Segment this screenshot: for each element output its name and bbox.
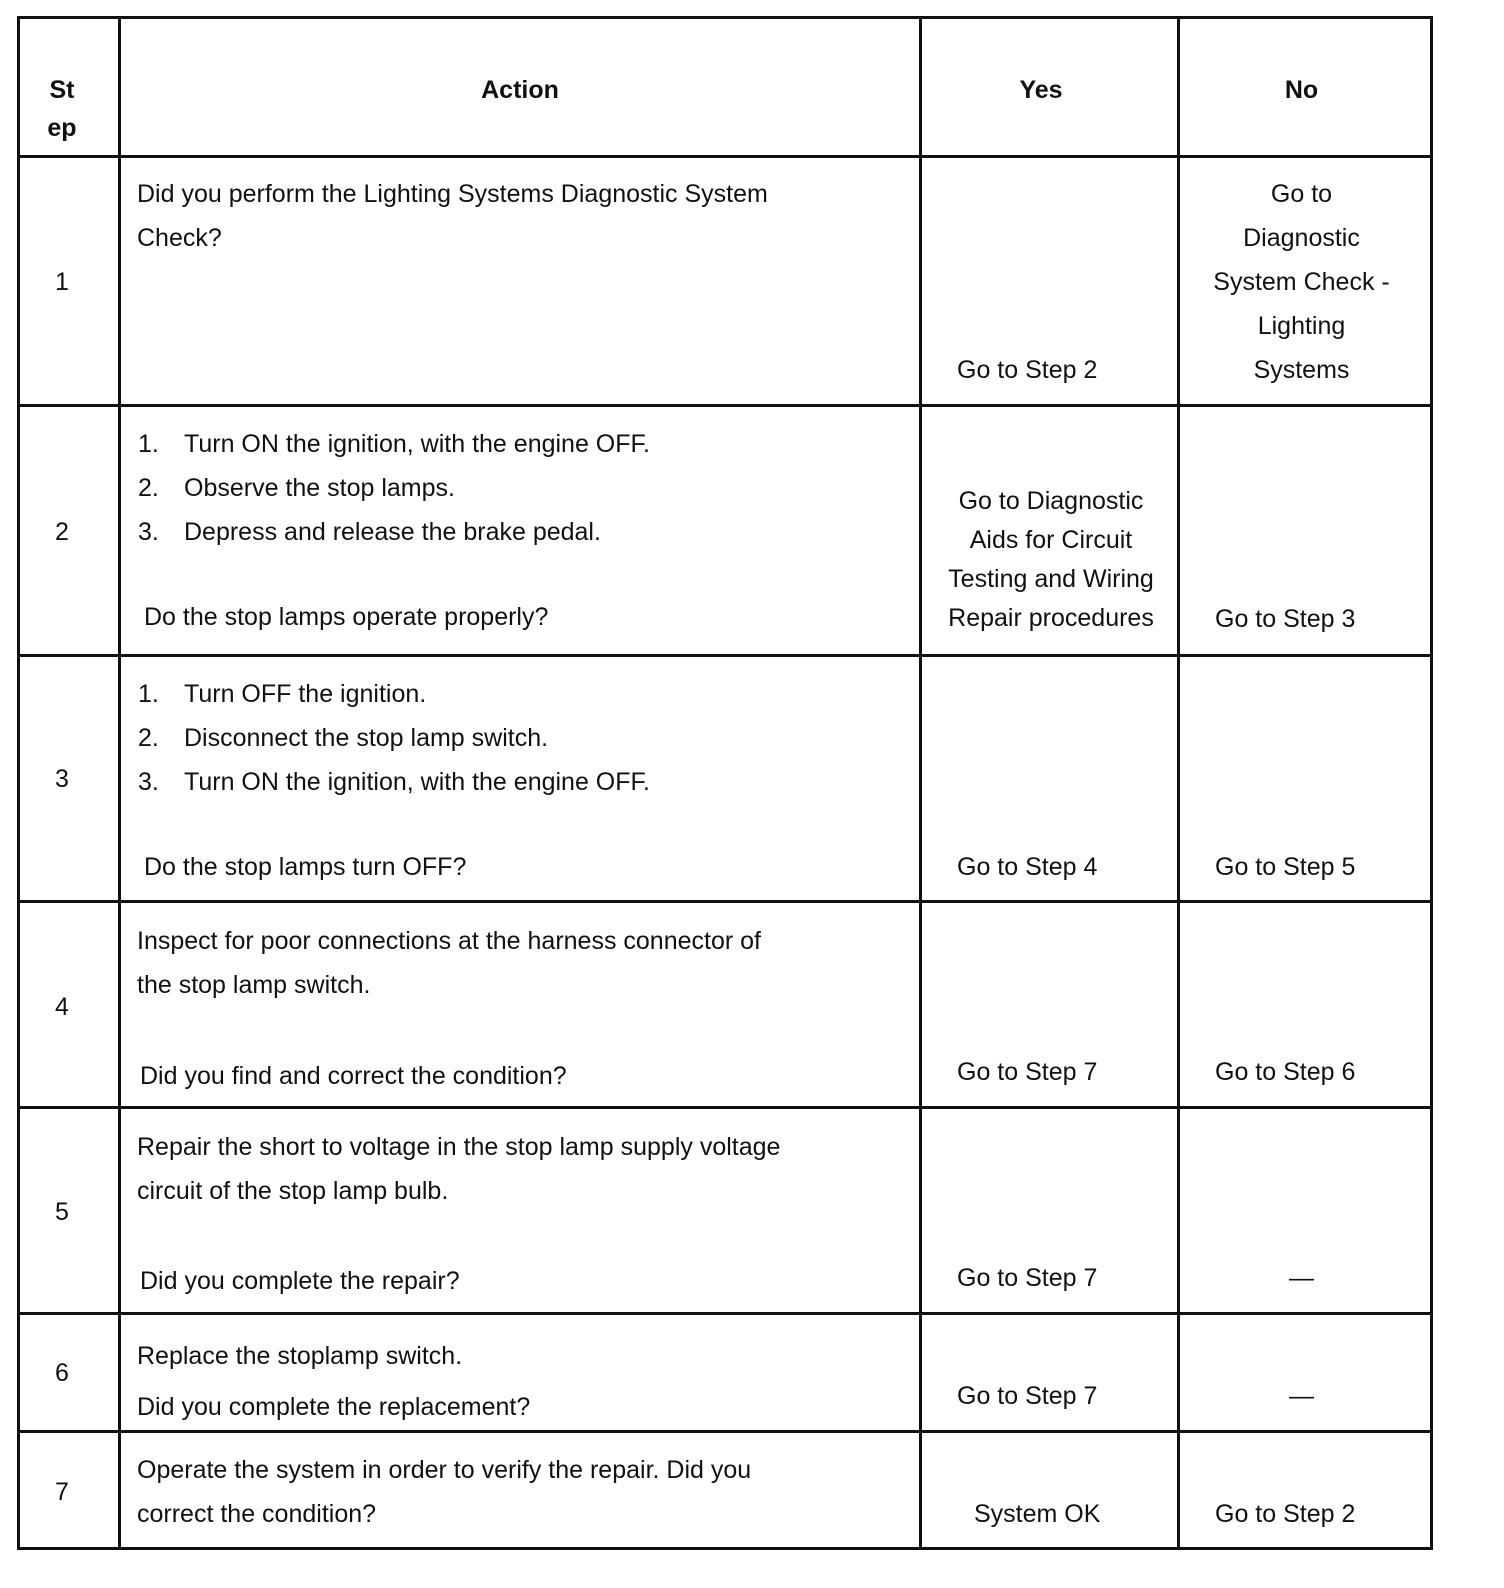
header-yes: Yes <box>1019 76 1063 104</box>
yes-result: Go to Step 4 <box>957 853 1098 881</box>
no-result: Go to Step 6 <box>1215 1058 1356 1086</box>
action-text: Did you perform the Lighting Systems Diagnostic System Check? <box>137 180 768 252</box>
no-result: Go to Diagnostic System Check - Lighting Systems <box>1213 180 1390 384</box>
list-item: 3. Turn ON the ignition, with the engine OFF. <box>138 768 650 796</box>
step-number: 1 <box>55 268 69 296</box>
no-result: Go to Step 5 <box>1215 853 1356 881</box>
yes-result: Go to Diagnostic Aids for Circuit Testing and Wiring Repair procedures <box>948 487 1154 632</box>
yes-result: Go to Step 2 <box>957 356 1098 384</box>
yes-result: System OK <box>974 1500 1101 1528</box>
step-number: 4 <box>55 993 69 1021</box>
no-result: Go to Step 2 <box>1215 1500 1356 1528</box>
row-divider <box>20 1106 1430 1109</box>
header-action: Action <box>481 76 559 104</box>
action-question: Do the stop lamps operate properly? <box>144 603 549 631</box>
no-result: — <box>1289 1264 1314 1292</box>
row-divider <box>20 654 1430 657</box>
action-question: Did you complete the repair? <box>140 1267 460 1295</box>
action-text: Replace the stoplamp switch. Did you complete the replacement? <box>137 1342 531 1421</box>
row-divider <box>20 900 1430 903</box>
list-item: 1. Turn ON the ignition, with the engine OFF. <box>138 430 650 458</box>
step-number: 6 <box>55 1359 69 1387</box>
row-divider <box>20 404 1430 407</box>
column-divider <box>919 19 922 1547</box>
yes-result: Go to Step 7 <box>957 1264 1098 1292</box>
row-divider <box>20 1312 1430 1315</box>
step-number: 3 <box>55 765 69 793</box>
no-result: — <box>1289 1382 1314 1410</box>
list-item: 2. Disconnect the stop lamp switch. <box>138 724 549 752</box>
yes-result: Go to Step 7 <box>957 1382 1098 1410</box>
yes-result: Go to Step 7 <box>957 1058 1098 1086</box>
header-step: St ep <box>47 76 77 142</box>
list-item: 3. Depress and release the brake pedal. <box>138 518 601 546</box>
numbered-list <box>138 422 650 554</box>
action-text: Repair the short to voltage in the stop lamp supply voltage circuit of the stop lamp bulb. <box>137 1133 781 1205</box>
diagnostic-table <box>17 16 1433 1550</box>
step-number: 5 <box>55 1198 69 1226</box>
numbered-list <box>138 672 650 804</box>
action-text: Inspect for poor connections at the harness connector of the stop lamp switch. <box>137 927 761 999</box>
row-divider <box>20 155 1430 158</box>
list-item: 1. Turn OFF the ignition. <box>138 680 427 708</box>
step-number: 7 <box>55 1478 69 1506</box>
action-question: Do the stop lamps turn OFF? <box>144 853 467 881</box>
header-no: No <box>1284 76 1319 104</box>
action-text: Operate the system in order to verify the repair. Did you correct the condition? <box>137 1456 752 1528</box>
column-divider <box>118 19 121 1547</box>
step-number: 2 <box>55 518 69 546</box>
list-item: 2. Observe the stop lamps. <box>138 474 455 502</box>
action-question: Did you find and correct the condition? <box>140 1062 567 1090</box>
no-result: Go to Step 3 <box>1215 605 1356 633</box>
